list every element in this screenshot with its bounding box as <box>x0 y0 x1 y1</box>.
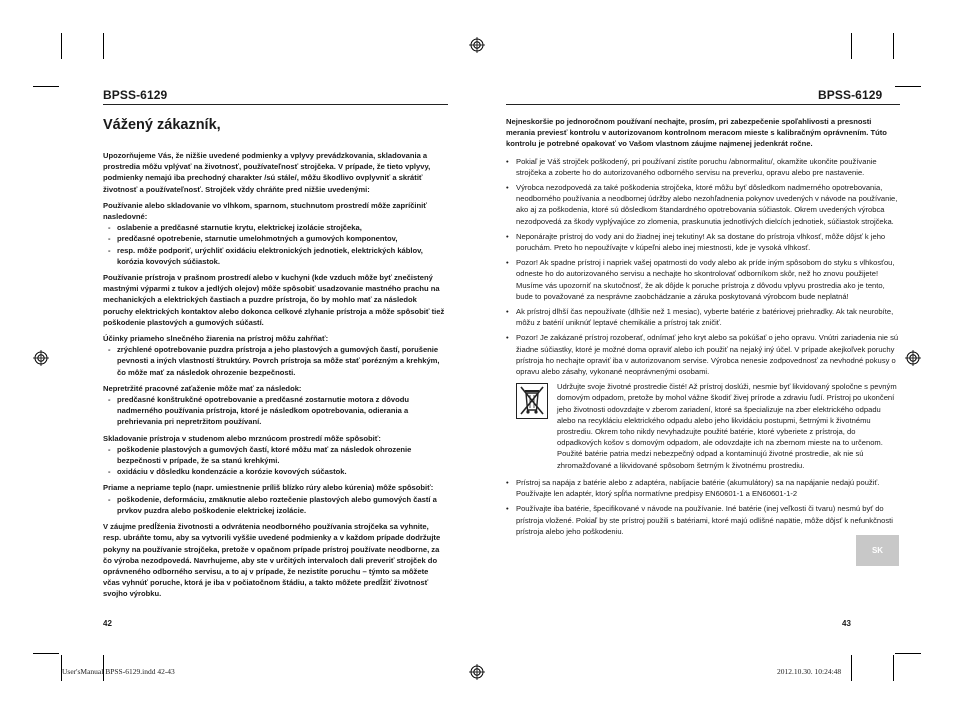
calibration-paragraph: Nejneskoršie po jednoročnom používaní nechajte, prosím, pri zabezpečenie spoľahlivosti a presnosti merania previesť kontrolu v autorizovanom kontrolnom meracom mieste s kalibračným oprávnením. Túto kontrolu je potrebné opakovať vo Vašom vlastnom záujme najmenej jedenkrát ročne. <box>506 117 887 149</box>
list-item: - poškodenie, deformáciu, zmäknutie alebo roztečenie plastových alebo gumových častí a prvkov puzdra alebo poškodenie elektrickej izolácie. <box>103 494 447 516</box>
section-load-heading: Nepretržité pracovné zaťaženie môže mať za následok: <box>103 383 302 393</box>
left-model-header: BPSS-6129 <box>103 88 168 102</box>
crop-mark <box>893 655 894 681</box>
list-item: - poškodenie plastových a gumových častí, ktoré môžu mať za následok ohrozenie bezpečnosti v prípade, že sa stanú krehkými. <box>103 444 447 466</box>
registration-mark-icon <box>469 37 485 53</box>
crop-mark <box>61 33 62 59</box>
crop-mark <box>33 653 59 654</box>
right-header-rule <box>506 104 900 105</box>
list-item: • Neponárajte prístroj do vody ani do žiadnej inej tekutiny! Ak sa dostane do prístroja vlhkosť, môže dôjsť k jeho poruchám. Preto ho nepoužívajte v kúpeľni alebo inej miestnosti, kde je vysoká vlhkosť. <box>506 231 900 253</box>
list-item: • Výrobca nezodpovedá za také poškodenia strojčeka, ktoré môžu byť dôsledkom nadmerného opotrebovania, neodborného používania a neodbornej údržby alebo nezohľadnenia pokynov uvedených v návode na používanie, ako aj za poškodenia, ktoré sú dôsledkom štandardného opotrebovania súčiastok. Okrem uvedených výrobca nezodpovedá za škody vyplývajúce zo zlomenia, praskunutia jednotlivých dielcích jednotiek, súčiastok strojčeka. <box>506 182 900 227</box>
section-cold-heading: Skladovanie prístroja v studenom alebo mrznúcom prostredí môže spôsobiť: <box>103 433 381 443</box>
power-list <box>506 477 900 537</box>
section-humidity-list <box>103 222 447 267</box>
weee-notice <box>516 381 900 471</box>
list-item: • Pozor! Ak spadne prístroj i napriek vašej opatrnosti do vody alebo ak príde iným spôsobom do styku s vlhkosťou, odneste ho do autorizovaného servisu a nechajte ho skontrolovať odborníkom skôr, než ho znovu použijete! Musíme vás upozorniť na skutočnosť, že ak dôjde k poruche prístroja z dôvodu vplyvu prostredia ako je tento, bude to považované za nesprávne zaobchádzanie a záruka poskytovaná výrobcom bude neplatná! <box>506 257 900 302</box>
right-page-body <box>506 116 900 541</box>
warnings-list <box>506 156 900 378</box>
weee-text: Udržujte svoje životné prostredie čisté! Až prístroj doslúži, nesmie byť likvidovaný spoločne s pevným domovým odpadom, pretože by mohol vážne škodiť živej prírode a zdraviu ľudí. Prístroj po ukončení jeho životnosti odovzdajte v zberom zariadení, ktoré sa špecializuje na zber elektrického odpadu alebo na recykláciu elektrického odpadu alebo jeho likvidáciu postupmi, šetrnými k životnému prostrediu. Okrem toho nikdy nevyhadzujte použité batérie, ktoré vyberiete z prístroja, do odpadkových košov s domovým odpadom, ale odovzdajte ich na zbernom mieste na to určenom. Použité batérie patria medzi nebezpečný odpad a kontaminujú životné prostredie, ak nie sú zhromažďované a likvidované spôsobom šetrným k životnému prostrediu. <box>557 382 897 470</box>
registration-mark-icon <box>33 350 49 366</box>
right-model-header: BPSS-6129 <box>818 88 883 102</box>
intro-paragraph: Upozorňujeme Vás, že nižšie uvedené podmienky a vplyvy prevádzkovania, skladovania a prostredia môžu vplývať na životnosť, používateľnosť strojčeka. V prípade, že tieto vplyvy, podmienky nemajú iba prechodný charakter /sú stále/, môžu škodlivo ovplyvniť a skrátiť životnosť a používateľnosť. Strojček vždy chráňte pred nižšie uvedenými: <box>103 151 431 194</box>
section-dust-paragraph: Používanie prístroja v prašnom prostredí alebo v kuchyni (kde vzduch môže byť znečistený mastnými výparmi z tukov a jedlých olejov) môže spôsobiť usadzovanie mastného prachu na mechanických a elektrických častiach a puzdre prístroja, čo by mohlo mať za následok poruchy elektrických kontaktov alebo dokonca celkové zlyhanie prístroja a môže spôsobiť tiež poškodenie plastových a gumových súčastí. <box>103 273 445 327</box>
crop-mark <box>895 653 921 654</box>
list-item: • Používajte iba batérie, špecifikované v návode na používanie. Iné batérie (inej veľkosti či tvaru) nesmú byť do prístroja vložené. Pokiaľ by ste prístroj použili s batériami, ktoré majú odlišné napätie, môže dôjsť k nefunkčnosti prístroja alebo jeho poškodeniu. <box>506 503 900 537</box>
crop-mark <box>103 33 104 59</box>
registration-mark-icon <box>469 664 485 680</box>
section-humidity-heading: Používanie alebo skladovanie vo vlhkom, sparnom, stuchnutom prostredí môže zapríčiniť nasledovné: <box>103 200 427 222</box>
left-page-number: 42 <box>103 619 112 628</box>
footer-timestamp: 2012.10.30. 10:24:48 <box>777 667 842 676</box>
list-item: • Ak prístroj dlhší čas nepoužívate (dlhšie než 1 mesiac), vyberte batérie z batériovej priehradky. Ak tak neurobíte, môžu z batérií uniknúť leptavé chemikálie a prístroj tak zničiť. <box>506 306 900 328</box>
section-heat-list <box>103 494 447 516</box>
list-item: • Prístroj sa napája z batérie alebo z adaptéra, nabíjacie batérie (akumulátory) sa na napájanie nedajú použiť. Používajte len adaptér, ktorý spĺňa normatívne predpisy EN60601-1 a EN60601-1-2 <box>506 477 900 499</box>
list-item: - oslabenie a predčasné starnutie krytu, elektrickej izolácie strojčeka, <box>103 222 447 233</box>
section-heat-heading: Priame a nepriame teplo (napr. umiestnenie príliš blízko rúry alebo kúrenia) môže spôsobiť: <box>103 483 434 493</box>
crossed-out-wheelie-bin-icon <box>516 383 548 419</box>
footer-filename: User'sManual BPSS-6129.indd 42-43 <box>62 667 175 676</box>
section-sunlight-heading: Účinky priameho slnečného žiarenia na prístroj môžu zahŕňať: <box>103 334 329 344</box>
crop-mark <box>851 655 852 681</box>
language-tab: SK <box>856 535 899 566</box>
crop-mark <box>895 86 921 87</box>
crop-mark <box>893 33 894 59</box>
section-load-list <box>103 394 447 428</box>
list-item: - predčasné opotrebenie, starnutie umelohmotných a gumových komponentov, <box>103 233 447 244</box>
registration-mark-icon <box>905 350 921 366</box>
list-item: - predčasné konštrukčné opotrebovanie a predčasné zostarnutie motora z dôvodu nadmerného používania prístroja, ktoré je následkom opotrebovania, odierania a prehrievania pri nepretržitom používaní. <box>103 394 447 428</box>
right-page-number: 43 <box>842 619 851 628</box>
left-page-body <box>103 150 447 605</box>
list-item: - zrýchlené opotrebovanie puzdra prístroja a jeho plastových a gumových častí, porušenie pevnosti a iných vlastností štruktúry. Povrch prístroja sa môže stať porézným a krehkým, čo môže mať za následok ohrozenie bezpečnosti. <box>103 344 447 378</box>
crop-mark <box>33 86 59 87</box>
section-sunlight-list <box>103 344 447 378</box>
left-header-rule <box>103 104 448 105</box>
section-cold-list <box>103 444 447 478</box>
list-item: - oxidáciu v dôsledku kondenzácie a korózie kovových súčastok. <box>103 466 447 477</box>
list-item: • Pozor! Je zakázané prístroj rozoberať, odnímať jeho kryt alebo sa pokúšať o jeho opravu. Vnútri zariadenia nie sú žiadne súčiastky, ktoré je možné doma opraviť alebo ich použiť na nejaký iný účel. V prípade akejkoľvek poruchy prístroja ho nechajte opraviť iba v autorizovanom servise. Výrobca nenesie zodpovednosť za nevhodné pokusy o opravu alebo zásahy, vykonané neoprávnenými osobami. <box>506 332 900 377</box>
closing-paragraph: V záujme predĺženia životnosti a odvrátenia neodborného používania strojčeka sa vyhnite, resp. ubráňte tomu, aby sa vytvorili vyššie uvedené podmienky a v každom prípade dodržujte pokyny na používanie strojčeka, pretože v opačnom prípade prístroj používate neodborne, za čo výroba nezodpovedá. Navrhujeme, aby ste v určitých intervaloch dali preveriť strojček do oprávneného odborného servisu, a to aj v prípade, že nezistíte poruchu – týmto sa môžete včas vyhnúť poruche, ktorá je iba v počiatočnom štádiu, a takto môžete predĺžiť životnosť svojho výrobku. <box>103 522 441 599</box>
list-item: • Pokiaľ je Váš strojček poškodený, pri používaní zistíte poruchu /abnormalitu/, okamžite ukončite používanie strojčeka a zoberte ho do autorizovaného odborného servisu na preverku, opravu alebo pre nastavenie. <box>506 156 900 178</box>
page-title: Vážený zákazník, <box>103 117 221 133</box>
list-item: - resp. môže podporiť, urýchliť oxidáciu elektronických jednotiek, elektrických káblov, korózia kovových súčiastok. <box>103 245 447 267</box>
crop-mark <box>851 33 852 59</box>
